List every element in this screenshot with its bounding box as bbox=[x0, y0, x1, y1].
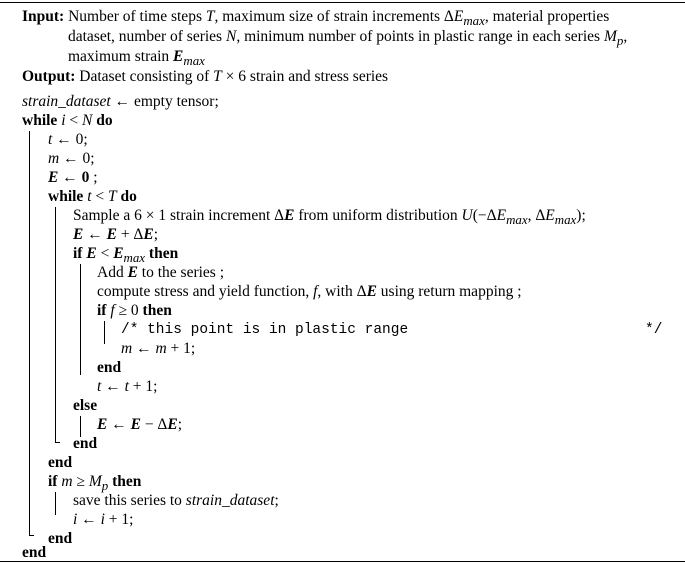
code-end-if-emax: end bbox=[73, 435, 98, 452]
code-m-inc: m ← m + 1; bbox=[121, 340, 196, 357]
code-while-inner: while t < T do bbox=[48, 188, 137, 205]
input-line-3: maximum strain $E_{max}$ bbox=[68, 48, 205, 69]
block-bar-outer bbox=[29, 131, 30, 535]
code-if-mp: if $m \ge M_p$ then bbox=[48, 473, 142, 494]
block-bar-if-mp bbox=[55, 492, 56, 515]
code-if-emax: if $E < E_{max}$ then bbox=[73, 245, 179, 266]
input-label: Input: bbox=[22, 8, 65, 25]
code-end-if-mp: end bbox=[48, 530, 73, 547]
code-E-sub: E ← E − ΔE; bbox=[97, 416, 183, 433]
bottom-rule bbox=[0, 561, 685, 562]
block-tick-while-inner bbox=[55, 442, 60, 443]
code-E-add: E ← E + ΔE; bbox=[73, 226, 159, 243]
input-line-2: dataset, number of series N, minimum number of points in plastic range in each series $M_p$, bbox=[68, 28, 628, 49]
code-while-outer: while i < N do bbox=[22, 112, 113, 129]
input-line-1 bbox=[22, 7, 609, 27]
block-tick-outer bbox=[29, 535, 34, 536]
code-compute: compute stress and yield function, f, with ΔE using return mapping ; bbox=[97, 283, 522, 300]
block-bar-while-inner bbox=[55, 207, 56, 442]
code-end-if-f: end bbox=[97, 359, 122, 376]
output-text: Dataset consisting of T × 6 strain and stress series bbox=[79, 68, 389, 85]
code-init: strain_dataset ← empty tensor; bbox=[22, 93, 219, 110]
output-label: Output: bbox=[22, 68, 76, 85]
code-t0: t ← 0; bbox=[48, 131, 88, 148]
code-sample: Sample a 6 × 1 strain increment ΔE from uniform distribution $U(-\Delta E_{max}$, $\Delta E_{max}$); bbox=[73, 207, 586, 228]
code-E0: E ← 0 ; bbox=[48, 169, 98, 186]
code-save: save this series to strain_dataset; bbox=[73, 492, 279, 509]
code-if-f: if f ≥ 0 then bbox=[97, 302, 172, 319]
code-comment-end: */ bbox=[645, 322, 663, 338]
input-text-1: Number of time steps T, maximum size of strain increments $\Delta E_{max}$, material properties bbox=[68, 8, 610, 29]
code-add: Add E to the series ; bbox=[97, 264, 225, 281]
top-rule bbox=[0, 2, 685, 3]
code-m0: m ← 0; bbox=[48, 150, 95, 167]
code-t-inc: t ← t + 1; bbox=[97, 378, 158, 395]
output-line bbox=[22, 67, 388, 87]
code-else: else bbox=[73, 397, 98, 414]
code-i-inc: i ← i + 1; bbox=[73, 511, 134, 528]
block-bar-if-emax bbox=[80, 264, 81, 375]
code-end-while-inner: end bbox=[48, 454, 73, 471]
block-bar-if-f bbox=[104, 321, 105, 344]
code-end-while-outer: end bbox=[22, 544, 47, 561]
code-comment: /* this point is in plastic range bbox=[121, 322, 409, 338]
